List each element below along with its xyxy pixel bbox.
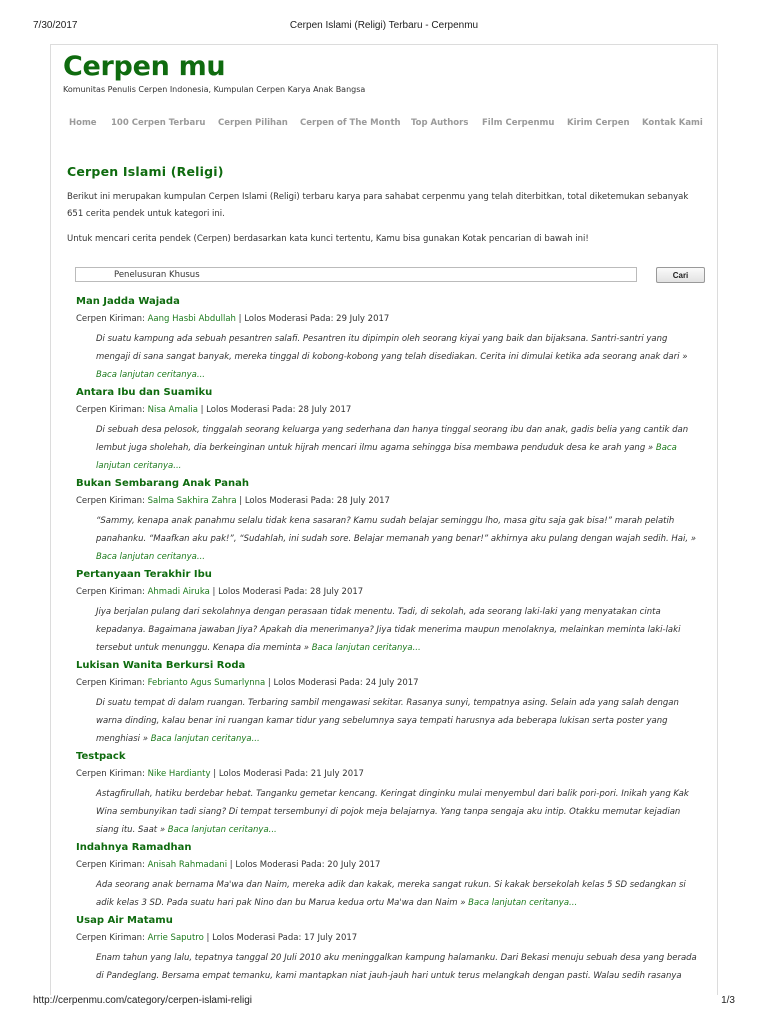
author-prefix: Cerpen Kiriman: <box>76 314 148 324</box>
print-footer <box>0 995 768 1024</box>
publish-date: 29 July 2017 <box>336 314 390 324</box>
publish-date: 21 July 2017 <box>310 769 364 779</box>
author-link[interactable]: Nike Hardianty <box>147 769 211 779</box>
read-more-link[interactable]: Baca lanjutan ceritanya... <box>96 370 205 380</box>
article-excerpt <box>96 785 701 839</box>
article-title-link[interactable]: Antara Ibu dan Suamiku <box>76 387 213 398</box>
article-excerpt <box>96 330 701 384</box>
author-prefix: Cerpen Kiriman: <box>76 860 148 870</box>
excerpt-text: Enam tahun yang lalu, tepatnya tanggal 20 Juli 2010 aku meninggalkan kampung halamanku. Dari Bekasi menuju sebuah desa yang berada di Pandeglang. Bersama empat temanku, kami mantapkan niat jauh-jauh hari untuk terus melangkah dengan pasti. Walau sedih rasanya <box>96 953 697 981</box>
read-more-link[interactable]: Baca lanjutan ceritanya... <box>96 443 677 471</box>
author-link[interactable]: Ahmadi Airuka <box>147 587 210 597</box>
publish-date: 28 July 2017 <box>336 496 390 506</box>
read-more-link[interactable]: Baca lanjutan ceritanya... <box>96 552 205 562</box>
date-prefix: | Lolos Moderasi Pada: <box>210 769 311 779</box>
nav-film-cerpenmu[interactable]: Film Cerpenmu <box>482 118 555 128</box>
article-title-link[interactable]: Pertanyaan Terakhir Ibu <box>76 569 212 580</box>
article-meta <box>76 767 706 785</box>
page-content <box>50 44 718 1014</box>
article-excerpt <box>96 421 701 475</box>
date-prefix: | Lolos Moderasi Pada: <box>197 405 299 415</box>
intro-paragraph: Berikut ini merupakan kumpulan Cerpen Islami (Religi) terbaru karya para sahabat cerpenmu yang telah diterbitkan, total diketemukan sebanyak 651 cerita pendek untuk kategori ini. <box>67 192 689 219</box>
print-date: 7/30/2017 <box>33 20 78 31</box>
excerpt-text: “Sammy, kenapa anak panahmu selalu tidak kena sasaran? Kamu sudah belajar seminggu lho, masa gitu saja gak bisa!” marah pelatih panahanku. “Maafkan aku pak!”, “Sudahlah, ini sudah sore. Belajar memanah yang benar!” akhirnya aku pulang dengan wajah sedih. Hai, » <box>96 516 696 544</box>
article-item <box>76 386 706 475</box>
author-link[interactable]: Aang Hasbi Abdullah <box>147 314 236 324</box>
category-title: Cerpen Islami (Religi) <box>67 164 224 179</box>
article-excerpt <box>96 603 701 657</box>
excerpt-text: Astagfirullah, hatiku berdebar hebat. Tanganku gemetar kencang. Keringat dinginku mulai menyembul dari balik pori-pori. Inikah yang Kak Wina sembunyikan tadi siang? Di tempat tersembunyi di pojok meja belajarnya. Yang tanpa sengaja aku intip. Otakku memutar kejadian siang itu. Saat » <box>96 789 689 835</box>
excerpt-text: Di suatu tempat di dalam ruangan. Terbaring sambil mengawasi sekitar. Rasanya sunyi, tempatnya asing. Selain ada yang salah dengan warna dinding, kalau benar ini ruangan kamar tidur yang sebelumnya saya tempati harusnya ada beberapa lukisan serta poster yang menghiasi » <box>96 698 679 744</box>
date-prefix: | Lolos Moderasi Pada: <box>265 678 366 688</box>
nav-top-authors[interactable]: Top Authors <box>411 118 469 128</box>
search-instructions: Untuk mencari cerita pendek (Cerpen) berdasarkan kata kunci tertentu, Kamu bisa gunakan Kotak pencarian di bawah ini! <box>67 234 589 244</box>
article-excerpt <box>96 949 701 985</box>
date-prefix: | Lolos Moderasi Pada: <box>227 860 328 870</box>
read-more-link[interactable]: Baca lanjutan ceritanya... <box>311 643 421 653</box>
author-link[interactable]: Febrianto Agus Sumarlynna <box>147 678 266 688</box>
article-title-link[interactable]: Bukan Sembarang Anak Panah <box>76 478 250 489</box>
nav-100-cerpen-terbaru[interactable]: 100 Cerpen Terbaru <box>111 118 206 128</box>
article-item <box>76 295 706 384</box>
search-form <box>75 267 695 283</box>
author-prefix: Cerpen Kiriman: <box>76 496 148 506</box>
article-item <box>76 477 706 566</box>
nav-cerpen-of-the-month[interactable]: Cerpen of The Month <box>300 118 401 128</box>
nav-kirim-cerpen[interactable]: Kirim Cerpen <box>567 118 630 128</box>
read-more-link[interactable]: Baca lanjutan ceritanya... <box>167 825 277 835</box>
date-prefix: | Lolos Moderasi Pada: <box>209 587 311 597</box>
author-link[interactable]: Anisah Rahmadani <box>147 860 228 870</box>
article-item <box>76 750 706 839</box>
article-item <box>76 914 706 985</box>
date-prefix: | Lolos Moderasi Pada: <box>235 314 337 324</box>
site-tagline: Komunitas Penulis Cerpen Indonesia, Kumpulan Cerpen Karya Anak Bangsa <box>63 85 366 94</box>
excerpt-text: Jiya berjalan pulang dari sekolahnya dengan perasaan tidak menentu. Tadi, di sekolah, ada seorang laki-laki yang menyatakan cinta kepadanya. Bagaimana jawaban Jiya? Apakah dia menerimanya? Jiya tidak menerima maupun menolaknya, melainkan meminta laki-laki tersebut untuk menunggu. Kenapa dia meminta » <box>96 607 681 653</box>
print-page-title: Cerpen Islami (Religi) Terbaru - Cerpenmu <box>289 20 479 31</box>
author-prefix: Cerpen Kiriman: <box>76 933 148 943</box>
excerpt-text: Ada seorang anak bernama Ma'wa dan Naim, mereka adik dan kakak, mereka sangat rukun. Si kakak bersekolah kelas 5 SD sedangkan si adik kelas 3 SD. Pada suatu hari pak Nino dan bu Marua kedua ortu Ma'wa dan Naim » <box>96 880 686 908</box>
author-prefix: Cerpen Kiriman: <box>76 405 148 415</box>
nav-home[interactable]: Home <box>69 118 97 128</box>
publish-date: 28 July 2017 <box>310 587 364 597</box>
read-more-link[interactable]: Baca lanjutan ceritanya... <box>468 898 578 908</box>
article-excerpt <box>96 512 701 566</box>
article-meta <box>76 312 706 330</box>
article-title-link[interactable]: Indahnya Ramadhan <box>76 842 192 853</box>
publish-date: 24 July 2017 <box>365 678 419 688</box>
article-meta <box>76 676 706 694</box>
article-meta <box>76 931 706 949</box>
author-prefix: Cerpen Kiriman: <box>76 587 148 597</box>
article-excerpt <box>96 694 701 748</box>
author-link[interactable]: Salma Sakhira Zahra <box>147 496 237 506</box>
date-prefix: | Lolos Moderasi Pada: <box>236 496 337 506</box>
article-title-link[interactable]: Testpack <box>76 751 126 762</box>
excerpt-text: Di suatu kampung ada sebuah pesantren salafi. Pesantren itu dipimpin oleh seorang kiyai yang baik dan bijaksana. Santri-santri yang mengaji di sana sangat banyak, mereka tinggal di kobong-kobong yang telah disediakan. Cerita ini dimulai ketika ada seorang anak dari » <box>96 334 688 362</box>
article-meta <box>76 585 706 603</box>
article-excerpt <box>96 876 701 912</box>
print-page-number: 1/3 <box>721 995 735 1006</box>
author-prefix: Cerpen Kiriman: <box>76 769 148 779</box>
nav-kontak-kami[interactable]: Kontak Kami <box>642 118 703 128</box>
article-item <box>76 659 706 748</box>
date-prefix: | Lolos Moderasi Pada: <box>203 933 305 943</box>
excerpt-text: Di sebuah desa pelosok, tinggalah seorang keluarga yang sederhana dan hanya tinggal seorang ibu dan anak, gadis belia yang cantik dan lembut juga sholehah, dia berkeinginan untuk hijrah mencari ilmu agama sehingga bisa membawa penduduk desa ke arah yang » <box>96 425 689 453</box>
search-input[interactable] <box>75 267 637 282</box>
article-title-link[interactable]: Man Jadda Wajada <box>76 296 180 307</box>
publish-date: 17 July 2017 <box>304 933 358 943</box>
article-item <box>76 568 706 657</box>
article-meta <box>76 403 706 421</box>
search-button[interactable]: Cari <box>656 267 705 283</box>
main-nav <box>51 111 717 137</box>
print-header <box>0 0 768 34</box>
article-meta <box>76 494 706 512</box>
author-link[interactable]: Nisa Amalia <box>147 405 198 415</box>
site-logo-title[interactable]: Cerpen mu <box>63 51 226 82</box>
author-link[interactable]: Arrie Saputro <box>147 933 204 943</box>
publish-date: 28 July 2017 <box>298 405 352 415</box>
nav-cerpen-pilihan[interactable]: Cerpen Pilihan <box>218 118 288 128</box>
article-title-link[interactable]: Lukisan Wanita Berkursi Roda <box>76 660 246 671</box>
read-more-link[interactable]: Baca lanjutan ceritanya... <box>150 734 260 744</box>
author-prefix: Cerpen Kiriman: <box>76 678 148 688</box>
article-title-link[interactable]: Usap Air Matamu <box>76 915 173 926</box>
article-item <box>76 841 706 912</box>
print-url: http://cerpenmu.com/category/cerpen-islami-religi <box>33 995 252 1006</box>
publish-date: 20 July 2017 <box>327 860 381 870</box>
article-meta <box>76 858 706 876</box>
